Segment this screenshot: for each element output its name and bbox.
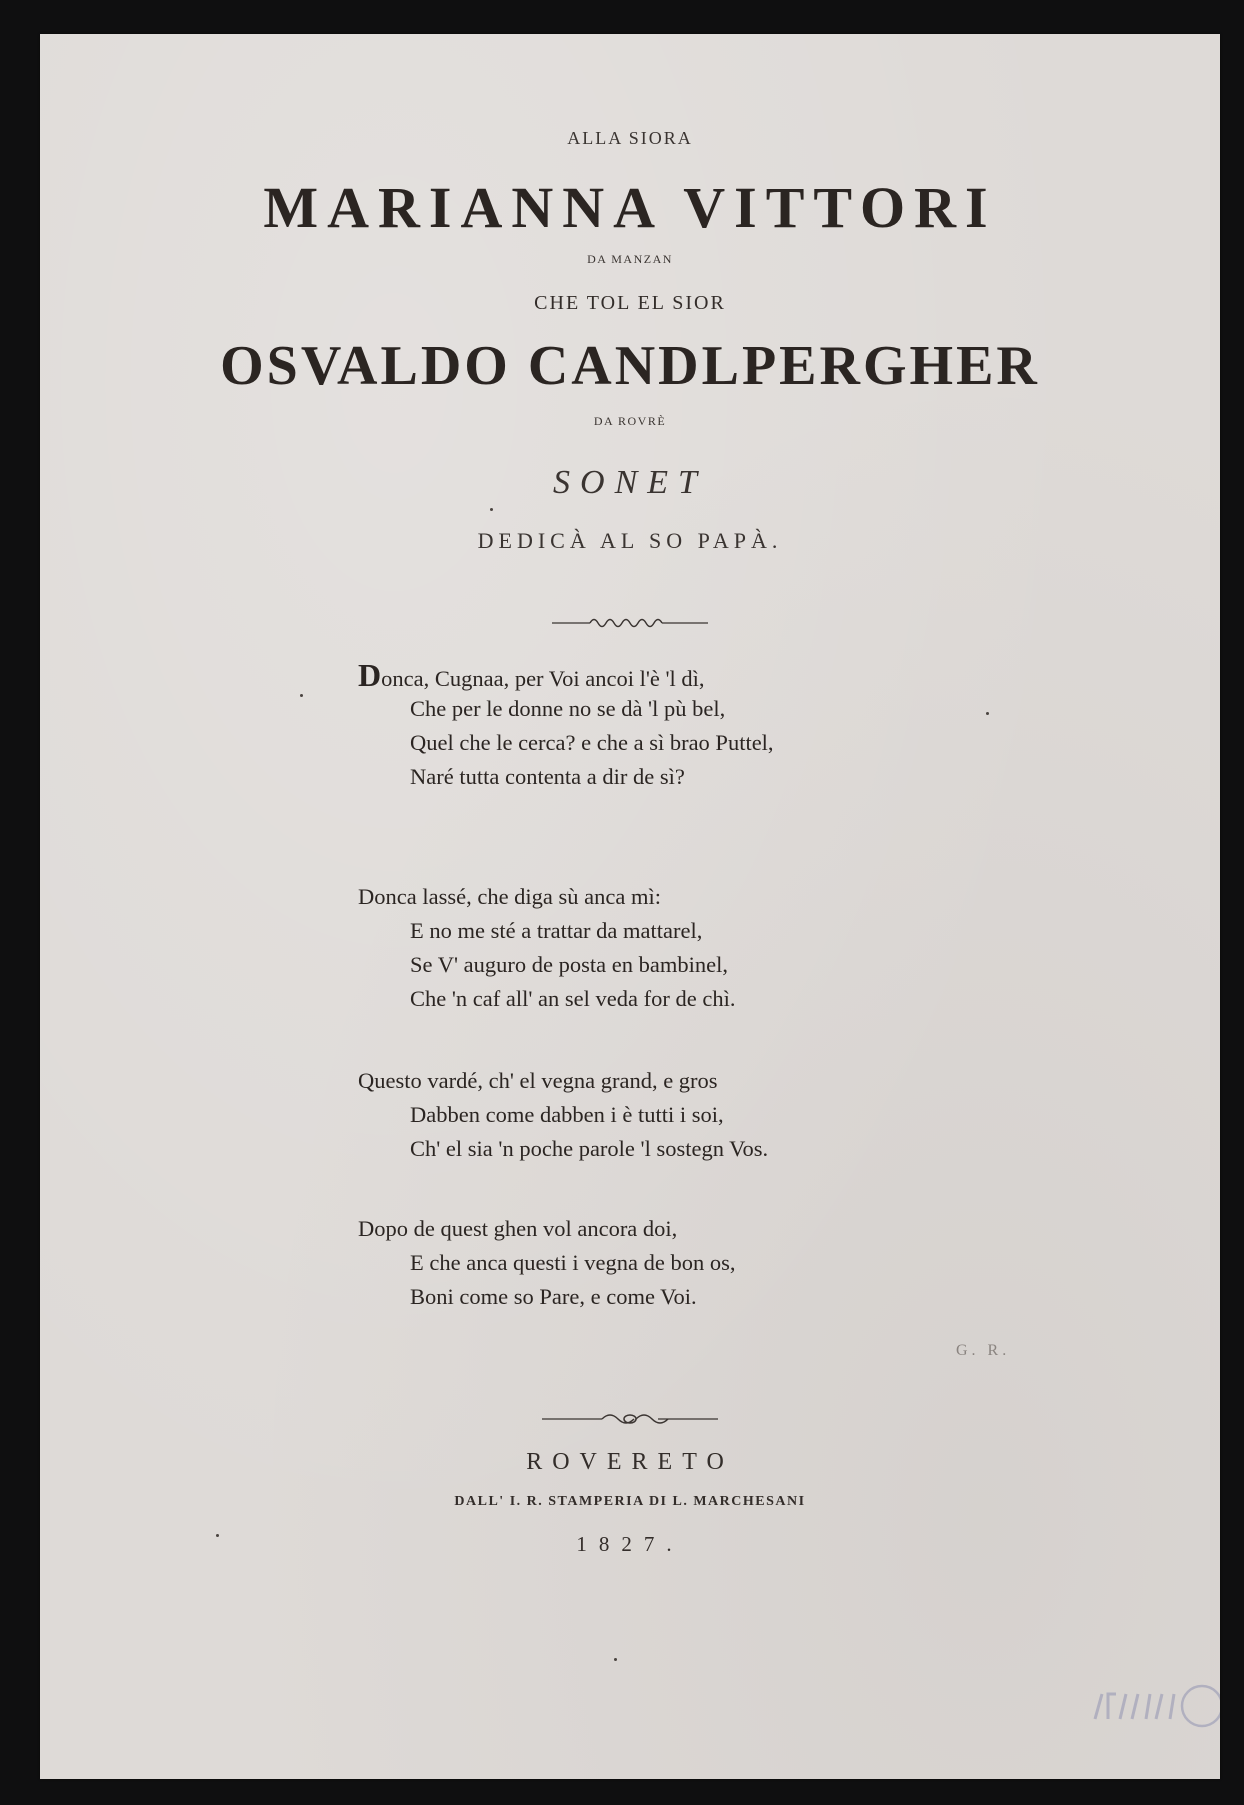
ornament-divider-icon [550,614,710,632]
poem-line: Naré tutta contenta a dir de sì? [410,764,685,789]
paper-speck [986,712,989,715]
dedication-line: DEDICÀ AL SO PAPÀ. [477,528,783,553]
stanza-4 [358,1212,736,1314]
dedication-to: ALLA SIORA [567,128,693,148]
stanza-1 [358,658,774,794]
paper-speck [216,1534,219,1537]
poem-line: Ch' el sia 'n poche parole 'l sostegn Vos. [410,1136,769,1161]
library-stamp-icon [1090,1674,1220,1734]
paper-speck [614,1658,617,1661]
poem-line: E che anca questi i vegna de bon os, [410,1250,736,1275]
poem-line: Quel che le cerca? e che a sì brao Puttel, [410,730,774,755]
broadside-sheet [40,34,1220,1779]
poem-line: Dabben come dabben i è tutti i soi, [410,1102,724,1127]
poem-line: Che per le donne no se dà 'l pù bel, [410,696,726,721]
genre-title: SONET [553,464,707,501]
author-initials: G. R. [956,1342,1011,1359]
poem-line: Se V' auguro de posta en bambinel, [410,952,728,977]
poem-line: Che 'n caf all' an sel veda for de chì. [410,986,736,1011]
poem-line: Boni come so Pare, e come Voi. [410,1284,697,1309]
ornament-flourish-icon [540,1409,720,1429]
imprint-city: ROVERETO [526,1449,734,1475]
imprint-year: 1827. [576,1532,684,1556]
poem-line: Dopo de quest ghen vol ancora doi, [358,1216,678,1241]
bride-origin: DA MANZAN [587,252,673,266]
marriage-phrase: CHE TOL EL SIOR [534,292,726,314]
imprint-printer: DALL' I. R. STAMPERIA DI L. MARCHESANI [454,1494,806,1509]
poem-line [358,658,774,692]
paper-speck [300,694,303,697]
bride-name: MARIANNA VITTORI [263,175,997,240]
stanza-2 [358,880,735,1016]
groom-name: OSVALDO CANDLPERGHER [220,335,1040,397]
poem-line: Questo vardé, ch' el vegna grand, e gros [358,1068,718,1093]
poem-line: Donca lassé, che diga sù anca mì: [358,884,662,909]
poem-line: E no me sté a trattar da mattarel, [410,918,703,943]
stanza-3 [358,1064,768,1166]
paper-speck [490,508,493,511]
first-line-rest: onca, Cugnaa, per Voi ancoi l'è 'l dì, [381,666,705,691]
groom-origin: DA ROVRÈ [593,414,667,428]
drop-cap: D [358,657,382,693]
